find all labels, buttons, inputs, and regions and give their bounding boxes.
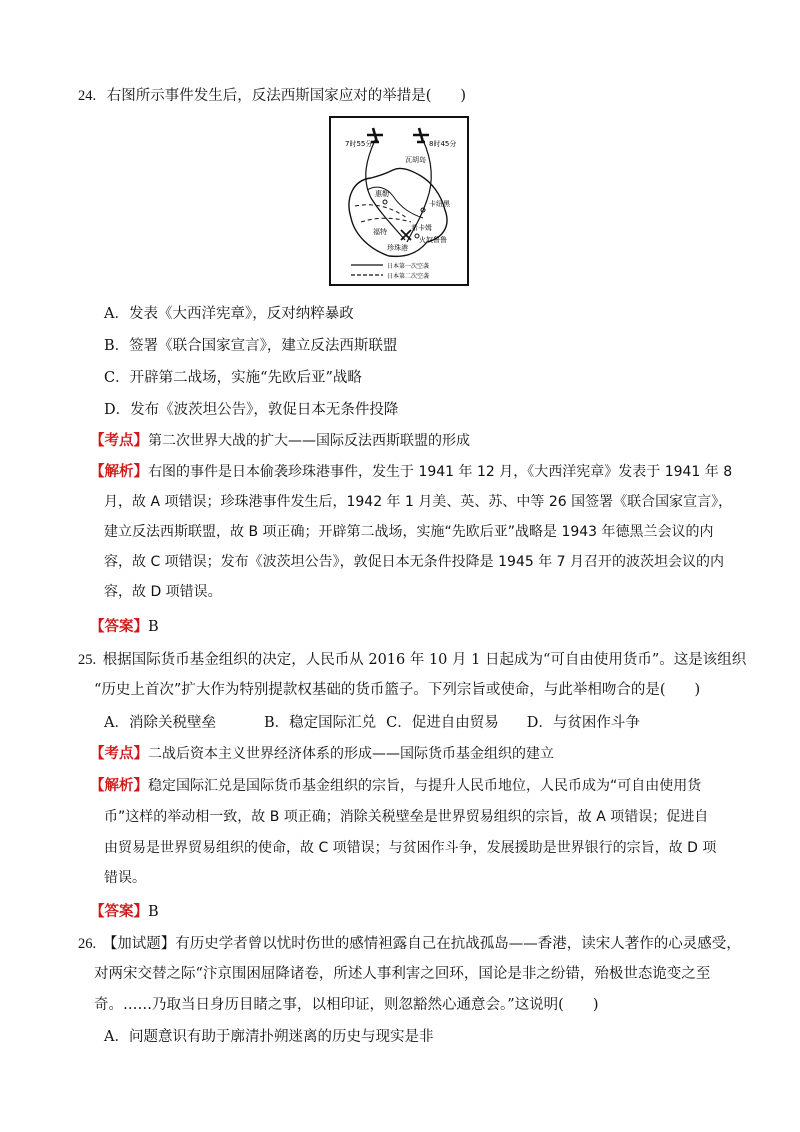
q24-answer <box>90 617 159 637</box>
q26-stem-line-1 <box>78 934 741 954</box>
q25-answer-value: B <box>148 904 159 920</box>
q24-option-c: C．开辟第二战场，实施“先欧后亚”战略 <box>104 370 362 386</box>
label-place-7: 珍珠港 <box>387 244 408 252</box>
label-place-4: 希卡姆 <box>411 224 432 232</box>
legend-first-attack: 日本第一次空袭 <box>387 263 430 270</box>
q25-option-c: C．促进自由贸易 <box>386 715 499 731</box>
label-time1: 7时55分 <box>345 140 373 148</box>
q25-kaodian <box>90 744 554 764</box>
q24-jiexi-line-1 <box>90 462 732 482</box>
q26-number: 26. <box>78 936 97 952</box>
label-place-6: 火奴鲁鲁 <box>419 236 447 244</box>
label-place-3: 卡纽黑 <box>429 200 450 208</box>
q25-option-b: B．稳定国际汇兑 <box>263 715 377 731</box>
q25-jiexi-text-2: 币”这样的举动相一致，故 B 项正确；消除关税壁垒是世界贸易组织的宗旨，故 A 项错误；促进自 <box>104 809 709 825</box>
plane-icon <box>413 128 429 142</box>
q24-kaodian-text: 第二次世界大战的扩大——国际反法西斯联盟的形成 <box>148 433 470 449</box>
q26-stem-3: 奇。……乃取当日身历目睹之事，以相印证，则忽豁然心通意会。”这说明( ) <box>94 997 599 1013</box>
pearl-harbor-map-figure <box>329 116 469 286</box>
q24-option-a: A．发表《大西洋宪章》，反对纳粹暴政 <box>104 306 354 322</box>
q25-answer <box>90 902 159 922</box>
kaodian-tag: 【考点】 <box>90 745 148 762</box>
answer-tag: 【答案】 <box>90 903 148 920</box>
q24-jiexi-text-2: 月，故 A 项错误；珍珠港事件发生后，1942 年 1 月美、英、苏、中等 26 国签署《联合国家宣言》， <box>104 494 733 510</box>
q24-number: 24. <box>78 88 97 104</box>
q25-options-row <box>104 713 640 733</box>
legend-second-attack: 日本第二次空袭 <box>387 273 430 280</box>
airfield-marker <box>383 200 387 204</box>
q25-option-a: A．消除关税壁垒 <box>104 715 216 731</box>
q25-stem-2: “历史上首次”扩大作为特别提款权基础的货币篮子。下列宗旨或使命，与此举相吻合的是( ) <box>94 682 701 698</box>
q24-stem: 右图所示事件发生后，反法西斯国家应对的举措是( ) <box>106 88 467 104</box>
q24-stem-line <box>78 86 466 106</box>
q25-jiexi-text-4: 错误。 <box>104 870 146 886</box>
q26-option-a: A．问题意识有助于廓清扑朔迷离的历史与现实是非 <box>104 1029 434 1045</box>
q25-jiexi-line-1 <box>90 776 701 796</box>
q24-option-b: B．签署《联合国家宣言》，建立反法西斯联盟 <box>104 338 398 354</box>
q25-stem-1: 根据国际货币基金组织的决定，人民币从 2016 年 10 月 1 日起成为“可自由使用货币”。这是该组织 <box>102 652 747 668</box>
q25-jiexi-text-3: 由贸易是世界贸易组织的使命，故 C 项错误；与贫困作斗争，发展援助是世界银行的宗旨，故 D 项 <box>104 840 717 856</box>
q25-stem-line-1 <box>78 650 746 670</box>
jiexi-tag: 【解析】 <box>90 463 148 480</box>
jiexi-tag: 【解析】 <box>90 777 148 794</box>
pearl-harbor-map <box>331 118 467 284</box>
kaodian-tag: 【考点】 <box>90 432 148 449</box>
q24-answer-value: B <box>148 619 159 635</box>
label-place-2: 惠勒 <box>375 190 389 198</box>
label-place-1: 瓦胡岛 <box>405 156 426 164</box>
q24-option-d: D．发布《波茨坦公告》，敦促日本无条件投降 <box>104 402 399 418</box>
q24-jiexi-text-5: 容，故 D 项错误。 <box>104 584 222 600</box>
q26-stem-1: 【加试题】有历史学者曾以忧时伤世的感情袒露自己在抗战孤岛——香港，读宋人著作的心灵感受， <box>102 936 741 952</box>
harbor-x-marker <box>401 230 411 240</box>
label-time2: 8时45分 <box>429 140 457 148</box>
q24-jiexi-text-1: 右图的事件是日本偷袭珍珠港事件，发生于 1941 年 12 月，《大西洋宪章》发表于 1941 年 8 <box>148 464 733 480</box>
q24-jiexi-text-3: 建立反法西斯联盟，故 B 项正确；开辟第二战场，实施“先欧后亚”战略是 1943 年德黑兰会议的内 <box>104 524 714 540</box>
q26-stem-2: 对两宋交替之际“汴京围困屈降诸卷，所述人事利害之回环，国论是非之纷错，殆极世态诡变之至 <box>94 966 711 982</box>
answer-tag: 【答案】 <box>90 618 148 635</box>
q24-kaodian <box>90 431 470 451</box>
q25-option-d: D．与贫困作斗争 <box>526 715 640 731</box>
label-place-5: 福特 <box>373 228 387 236</box>
q25-number: 25. <box>78 652 97 668</box>
q24-jiexi-text-4: 容，故 C 项错误；发布《波茨坦公告》，敦促日本无条件投降是 1945 年 7 月召开的波茨坦会议的内 <box>104 554 725 570</box>
q25-jiexi-text-1: 稳定国际汇兑是国际货币基金组织的宗旨，与提升人民币地位，人民币成为“可自由使用货 <box>148 778 702 794</box>
q25-kaodian-text: 二战后资本主义世界经济体系的形成——国际货币基金组织的建立 <box>148 746 554 762</box>
